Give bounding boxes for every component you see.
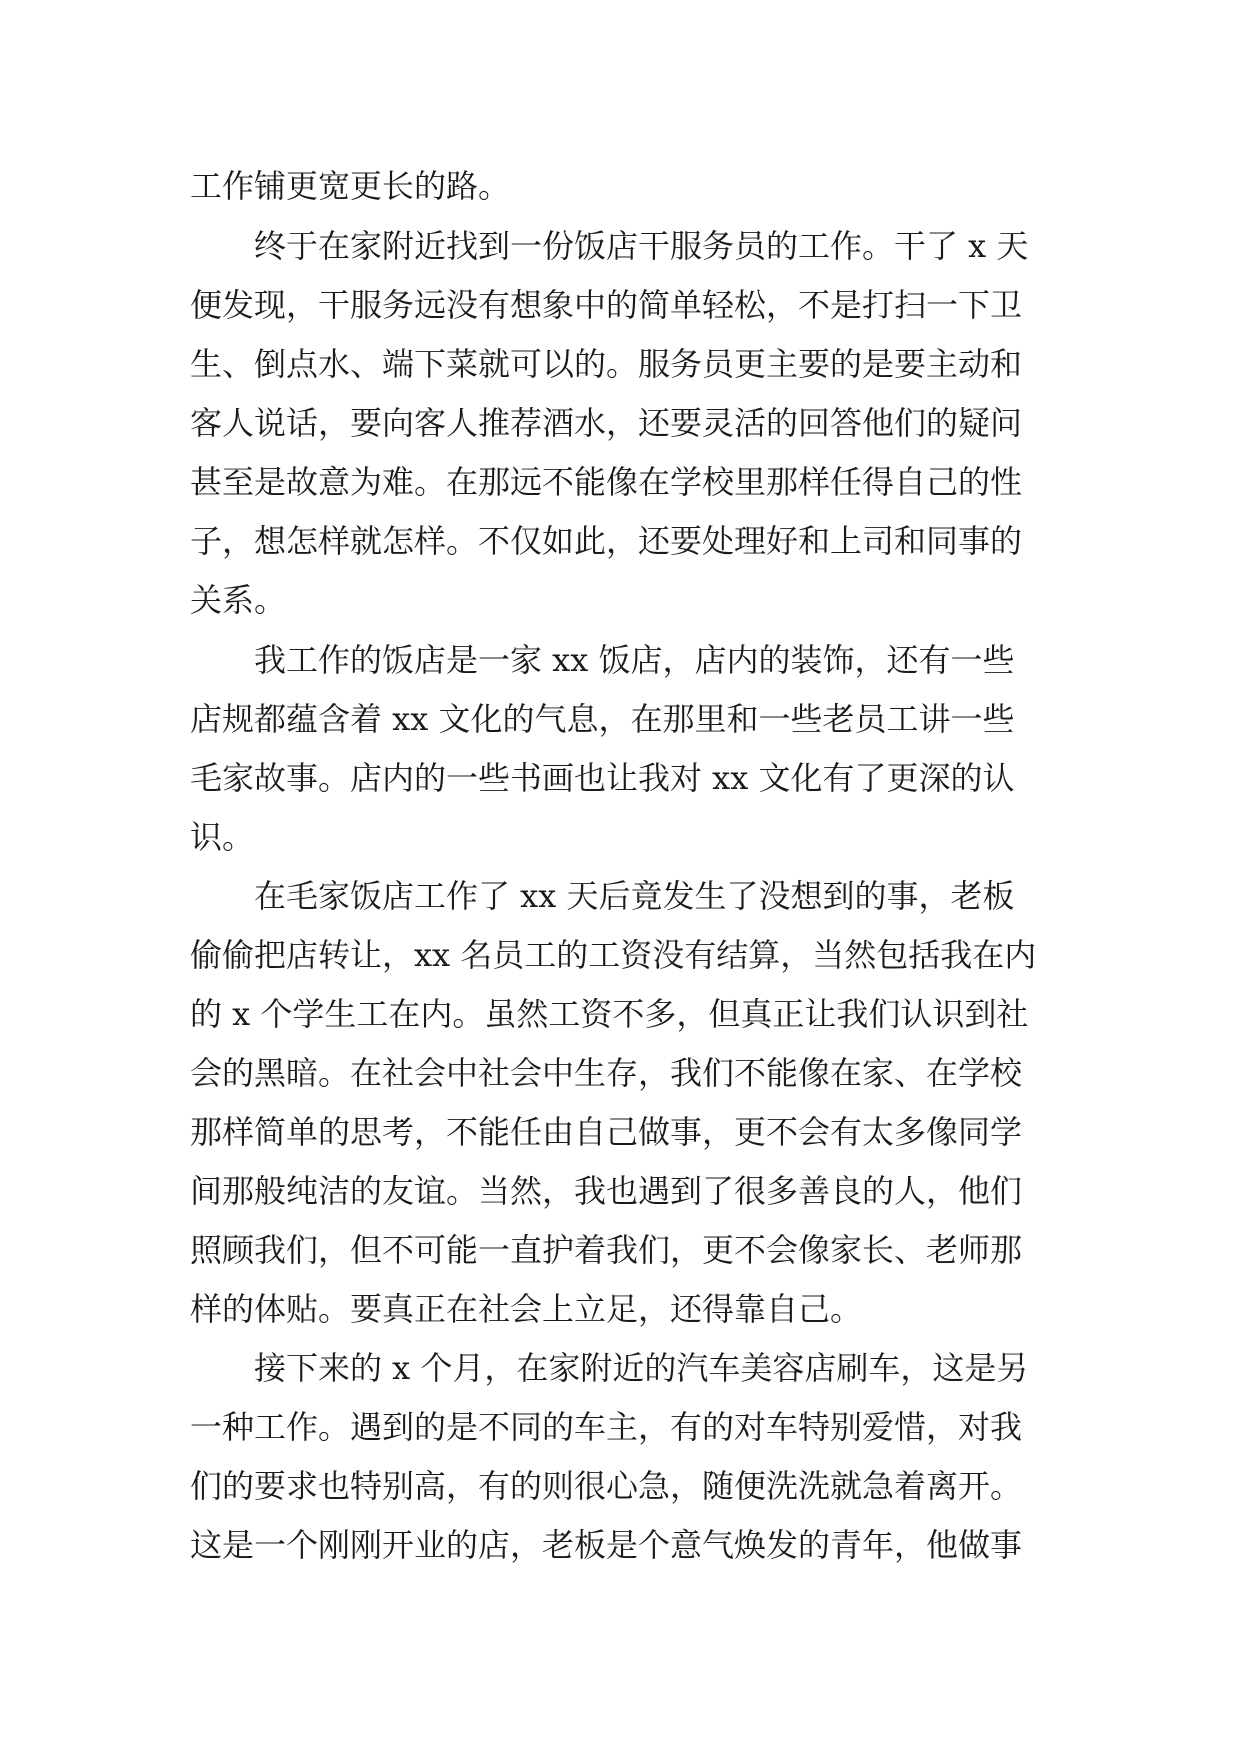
text-line: 一种工作。遇到的是不同的车主，有的对车特别爱惜，对我 bbox=[190, 1408, 1023, 1446]
text-line: 子，想怎样就怎样。不仅如此，还要处理好和上司和同事的 bbox=[190, 522, 1023, 560]
paragraph-first-line: 我工作的饭店是一家 xx 饭店，店内的装饰，还有一些 bbox=[254, 641, 1015, 679]
text-line: 客人说话，要向客人推荐酒水，还要灵活的回答他们的疑问 bbox=[190, 404, 1023, 442]
text-line: 毛家故事。店内的一些书画也让我对 xx 文化有了更深的认 bbox=[190, 759, 1015, 797]
text-line: 照顾我们，但不可能一直护着我们，更不会像家长、老师那 bbox=[190, 1231, 1023, 1269]
text-line: 这是一个刚刚开业的店，老板是个意气焕发的青年，他做事 bbox=[190, 1526, 1023, 1564]
text-line: 会的黑暗。在社会中社会中生存，我们不能像在家、在学校 bbox=[190, 1054, 1023, 1092]
text-line: 关系。 bbox=[190, 581, 287, 619]
text-line: 样的体贴。要真正在社会上立足，还得靠自己。 bbox=[190, 1290, 863, 1328]
text-line: 偷偷把店转让，xx 名员工的工资没有结算，当然包括我在内 bbox=[190, 936, 1037, 974]
text-line: 生、倒点水、端下菜就可以的。服务员更主要的是要主动和 bbox=[190, 345, 1023, 383]
text-line: 的 x 个学生工在内。虽然工资不多，但真正让我们认识到社 bbox=[190, 995, 1029, 1033]
text-line: 便发现，干服务远没有想象中的简单轻松，不是打扫一下卫 bbox=[190, 286, 1023, 324]
text-line: 甚至是故意为难。在那远不能像在学校里那样任得自己的性 bbox=[190, 463, 1023, 501]
text-line: 识。 bbox=[190, 818, 255, 856]
text-line: 工作铺更宽更长的路。 bbox=[190, 167, 511, 205]
text-line: 店规都蕴含着 xx 文化的气息，在那里和一些老员工讲一些 bbox=[190, 700, 1015, 738]
paragraph-first-line: 终于在家附近找到一份饭店干服务员的工作。干了 x 天 bbox=[254, 227, 1029, 265]
text-line: 那样简单的思考，不能任由自己做事，更不会有太多像同学 bbox=[190, 1113, 1023, 1151]
paragraph-first-line: 在毛家饭店工作了 xx 天后竟发生了没想到的事，老板 bbox=[254, 877, 1015, 915]
paragraph-first-line: 接下来的 x 个月，在家附近的汽车美容店刷车，这是另 bbox=[254, 1349, 1029, 1387]
text-line: 间那般纯洁的友谊。当然，我也遇到了很多善良的人，他们 bbox=[190, 1172, 1023, 1210]
text-line: 们的要求也特别高，有的则很心急，随便洗洗就急着离开。 bbox=[190, 1467, 1023, 1505]
